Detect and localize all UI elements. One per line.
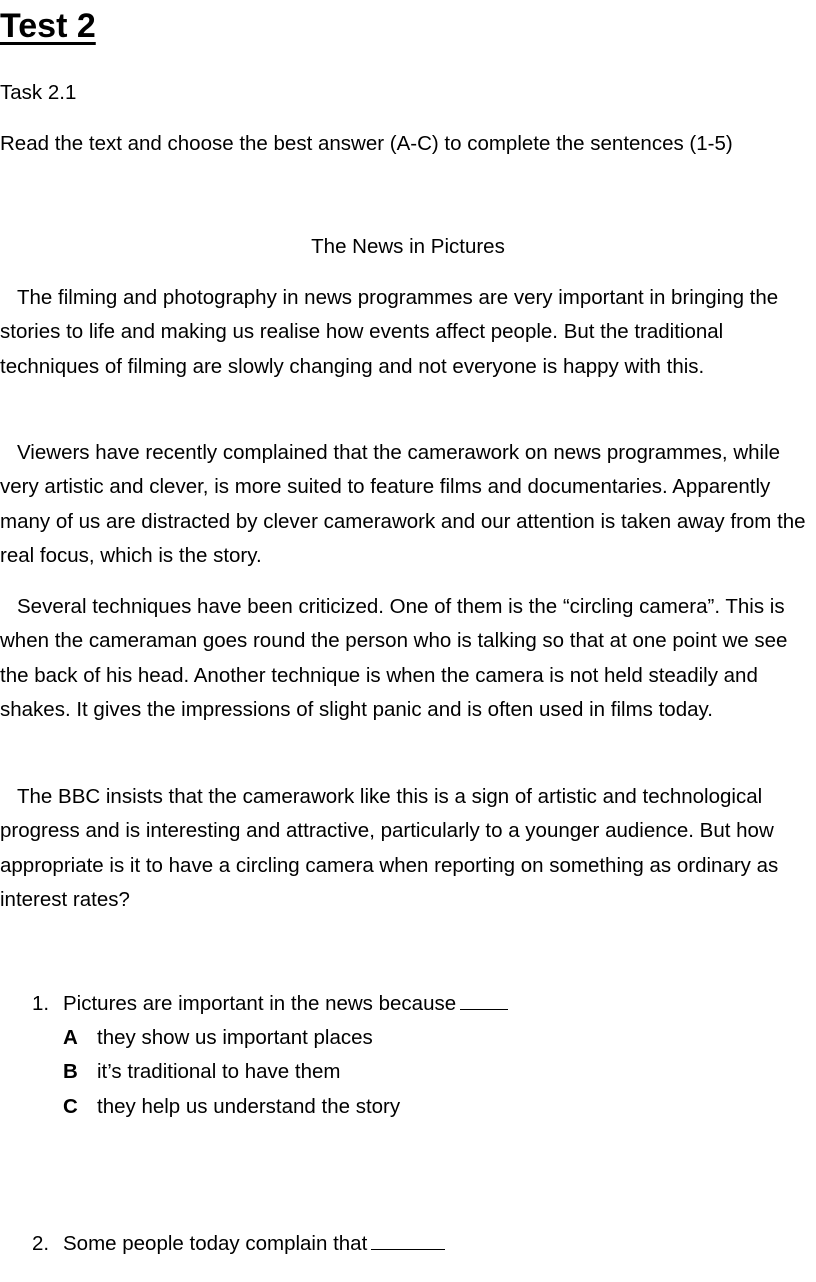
option-letter: A bbox=[63, 1026, 78, 1049]
question-number: 2. bbox=[32, 1232, 50, 1255]
passage-title: The News in Pictures bbox=[311, 235, 505, 258]
test-title: Test 2 bbox=[0, 7, 96, 45]
option-letter: C bbox=[63, 1095, 78, 1118]
question-1 bbox=[32, 990, 508, 1018]
question-1-option-a[interactable] bbox=[63, 1024, 373, 1052]
option-text: they help us understand the story bbox=[97, 1095, 401, 1118]
passage-paragraph-4: The BBC insists that the camerawork like this is a sign of artistic and technological progress and is interesting and attractive, particularly to a younger audience. But how appropriate is it to have a circling camera when reporting on something as ordinary as interest rates? bbox=[0, 785, 779, 912]
option-letter: B bbox=[63, 1060, 78, 1083]
option-text: they show us important places bbox=[97, 1026, 373, 1049]
answer-blank[interactable] bbox=[371, 1231, 445, 1250]
task-instruction: Read the text and choose the best answer (A-C) to complete the sentences (1-5) bbox=[0, 132, 733, 155]
question-2 bbox=[32, 1230, 445, 1258]
question-1-option-b[interactable] bbox=[63, 1058, 340, 1086]
question-1-option-c[interactable] bbox=[63, 1093, 400, 1121]
option-text: it’s traditional to have them bbox=[97, 1060, 341, 1083]
passage-paragraph-1: The filming and photography in news programmes are very important in bringing the stories to life and making us realise how events affect people. But the traditional techniques of filming are slowly changing and not everyone is happy with this. bbox=[0, 286, 779, 378]
task-label: Task 2.1 bbox=[0, 81, 77, 104]
question-stem: Some people today complain that bbox=[63, 1232, 368, 1255]
answer-blank[interactable] bbox=[460, 991, 508, 1010]
question-number: 1. bbox=[32, 992, 50, 1015]
passage-paragraph-3: Several techniques have been criticized. One of them is the “circling camera”. This is when the cameraman goes round the person who is talking so that at one point we see the back of his head. Another technique is when the camera is not held steadily and shakes. It gives the impressions of slight panic and is often used in films today. bbox=[0, 595, 788, 722]
passage-paragraph-2: Viewers have recently complained that the camerawork on news programmes, while very artistic and clever, is more suited to feature films and documentaries. Apparently many of us are distracted by clever camerawork and our attention is taken away from the real focus, which is the story. bbox=[0, 441, 806, 568]
question-stem: Pictures are important in the news because bbox=[63, 992, 457, 1015]
